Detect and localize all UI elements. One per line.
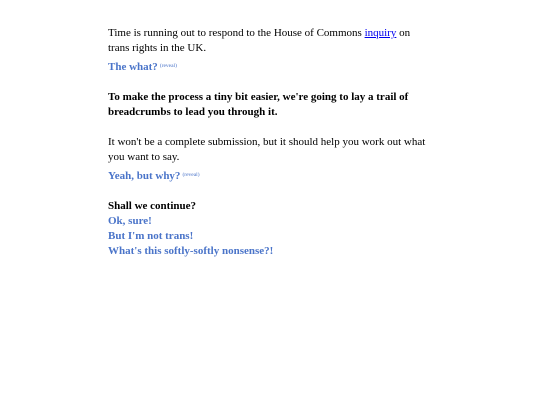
submission-paragraph: It won't be a complete submission, but it should help you work out what you want to say.	[108, 136, 426, 163]
intro-paragraph	[108, 26, 428, 56]
intro-text-before: Time is running out to respond to the House of Commons	[108, 27, 365, 39]
spacer	[108, 75, 428, 90]
intro-text-after: on trans rights in the UK.	[108, 27, 411, 54]
yeah-but-why-toggle[interactable]: Yeah, but why?	[108, 170, 181, 182]
option-ok-sure[interactable]: Ok, sure!	[108, 215, 152, 227]
spacer	[108, 120, 428, 135]
continue-question: Shall we continue?	[108, 200, 197, 212]
inquiry-link[interactable]: inquiry	[364, 27, 397, 39]
what-toggle-row	[108, 60, 428, 75]
main-content	[108, 26, 428, 259]
yeah-but-why-reveal[interactable]: (reveal)	[182, 172, 200, 178]
option-not-trans[interactable]: But I'm not trans!	[108, 230, 194, 242]
the-what-toggle[interactable]: The what?	[108, 61, 158, 73]
why-toggle-row	[108, 169, 428, 184]
option-softly-softly[interactable]: What's this softly-softly nonsense?!	[108, 245, 274, 257]
spacer	[108, 184, 428, 199]
process-paragraph: To make the process a tiny bit easier, we're going to lay a trail of breadcrumbs to lead you through it.	[108, 91, 409, 118]
the-what-reveal[interactable]: (reveal)	[159, 63, 177, 69]
